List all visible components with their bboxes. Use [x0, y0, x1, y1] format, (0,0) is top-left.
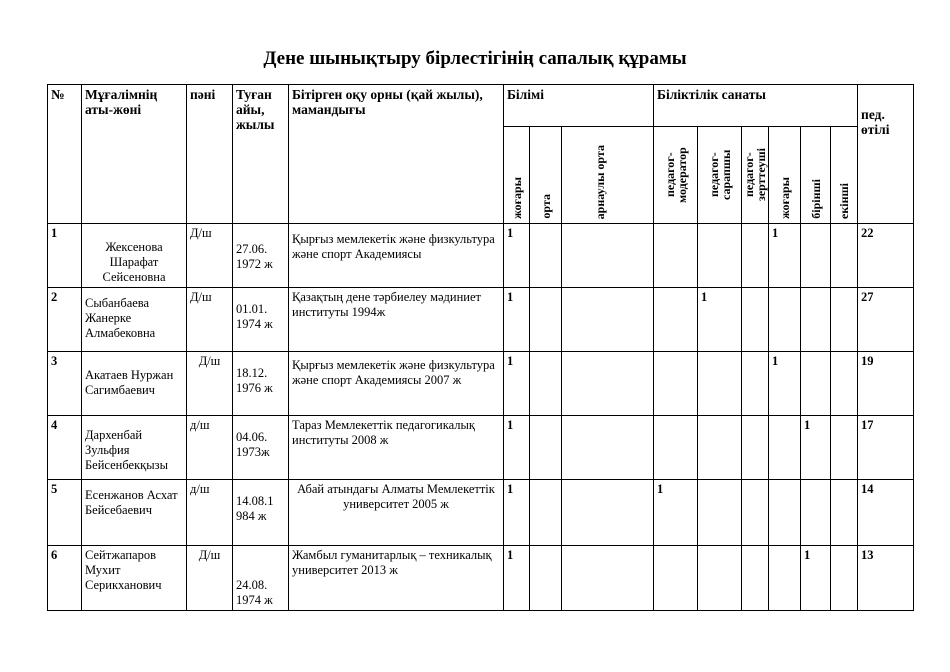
header-birth: Туған айы, жылы	[233, 85, 289, 224]
row-edu-secondary	[530, 352, 562, 416]
row-qual-researcher	[742, 288, 769, 352]
header-row	[48, 85, 914, 127]
row-no: 6	[48, 546, 82, 611]
row-qual-expert	[698, 546, 742, 611]
row-birth: 24.08. 1974 ж	[233, 546, 289, 611]
row-qual-first	[801, 224, 831, 288]
row-edu-higher: 1	[504, 416, 530, 480]
row-qual-higher: 1	[769, 224, 801, 288]
header-ped-experience: пед. өтілі	[858, 85, 914, 224]
row-edu-secondary	[530, 288, 562, 352]
row-no: 5	[48, 480, 82, 546]
row-edu-special	[562, 416, 654, 480]
row-qual-expert	[698, 416, 742, 480]
subheader-qual-second: екінші	[831, 127, 858, 224]
header-education: Білімі	[504, 85, 654, 127]
row-name: Есенжанов Асхат Бейсебаевич	[82, 480, 187, 546]
row-graduated: Қырғыз мемлекетік және физкультура және спорт Академиясы	[289, 224, 504, 288]
row-edu-higher: 1	[504, 546, 530, 611]
table-row	[48, 288, 914, 352]
table-row	[48, 224, 914, 288]
header-no: №	[48, 85, 82, 224]
row-experience: 22	[858, 224, 914, 288]
table-row	[48, 352, 914, 416]
subheader-qual-moderator: педагог-модератор	[654, 127, 698, 224]
row-edu-special	[562, 546, 654, 611]
header-subject: пәні	[187, 85, 233, 224]
row-qual-expert	[698, 352, 742, 416]
row-qual-expert: 1	[698, 288, 742, 352]
row-edu-secondary	[530, 416, 562, 480]
row-qual-researcher	[742, 546, 769, 611]
row-name: Сыбанбаева Жанерке Алмабековна	[82, 288, 187, 352]
row-no: 3	[48, 352, 82, 416]
row-subject: Д/ш	[187, 288, 233, 352]
row-qual-first	[801, 352, 831, 416]
row-qual-moderator: 1	[654, 480, 698, 546]
row-qual-first	[801, 480, 831, 546]
row-birth: 01.01. 1974 ж	[233, 288, 289, 352]
row-graduated: Тараз Мемлекеттік педагогикалық институты 2008 ж	[289, 416, 504, 480]
row-birth: 04.06. 1973ж	[233, 416, 289, 480]
row-birth: 27.06. 1972 ж	[233, 224, 289, 288]
subheader-education-secondary: орта	[530, 127, 562, 224]
subheader-education-special: арнаулы орта	[562, 127, 654, 224]
row-name: Акатаев Нуржан Сагимбаевич	[82, 352, 187, 416]
row-edu-higher: 1	[504, 480, 530, 546]
row-experience: 19	[858, 352, 914, 416]
row-qual-higher	[769, 416, 801, 480]
row-graduated: Қырғыз мемлекетік және физкультура және спорт Академиясы 2007 ж	[289, 352, 504, 416]
row-no: 4	[48, 416, 82, 480]
row-edu-higher: 1	[504, 224, 530, 288]
row-qual-first: 1	[801, 546, 831, 611]
header-name: Мұғалімнің аты-жөні	[82, 85, 187, 224]
row-edu-higher: 1	[504, 288, 530, 352]
row-qual-first: 1	[801, 416, 831, 480]
row-experience: 17	[858, 416, 914, 480]
row-qual-expert	[698, 224, 742, 288]
row-name: Сейтжапаров Мухит Серикханович	[82, 546, 187, 611]
row-qual-first	[801, 288, 831, 352]
subheader-qual-first: бірінші	[801, 127, 831, 224]
row-edu-special	[562, 480, 654, 546]
table-row	[48, 416, 914, 480]
row-experience: 13	[858, 546, 914, 611]
row-qual-higher	[769, 480, 801, 546]
row-qual-higher: 1	[769, 352, 801, 416]
row-qual-moderator	[654, 288, 698, 352]
row-qual-moderator	[654, 416, 698, 480]
row-edu-special	[562, 352, 654, 416]
row-subject: д/ш	[187, 480, 233, 546]
row-name: Дархенбай Зульфия Бейсенбекқызы	[82, 416, 187, 480]
row-qual-second	[831, 480, 858, 546]
row-qual-researcher	[742, 224, 769, 288]
row-qual-researcher	[742, 480, 769, 546]
row-qual-second	[831, 352, 858, 416]
row-edu-secondary	[530, 224, 562, 288]
row-qual-second	[831, 546, 858, 611]
row-subject: д/ш	[187, 416, 233, 480]
subheader-qual-researcher: педагог-зерттеуші	[742, 127, 769, 224]
row-birth: 18.12. 1976 ж	[233, 352, 289, 416]
row-qual-second	[831, 224, 858, 288]
staff-table	[47, 84, 914, 611]
row-graduated: Қазақтың дене тәрбиелеу мәдиниет институты 1994ж	[289, 288, 504, 352]
row-edu-secondary	[530, 480, 562, 546]
table-row	[48, 546, 914, 611]
header-graduated: Бітірген оқу орны (қай жылы), мамандығы	[289, 85, 504, 224]
row-qual-second	[831, 288, 858, 352]
row-qual-expert	[698, 480, 742, 546]
row-qual-higher	[769, 288, 801, 352]
row-qual-researcher	[742, 416, 769, 480]
table-row	[48, 480, 914, 546]
row-qual-second	[831, 416, 858, 480]
row-qual-researcher	[742, 352, 769, 416]
row-birth: 14.08.1 984 ж	[233, 480, 289, 546]
row-no: 1	[48, 224, 82, 288]
row-subject: Д/ш	[187, 546, 233, 611]
row-qual-moderator	[654, 352, 698, 416]
subheader-education-higher: жоғары	[504, 127, 530, 224]
row-subject: Д/ш	[187, 352, 233, 416]
row-edu-secondary	[530, 546, 562, 611]
row-qual-moderator	[654, 546, 698, 611]
row-edu-higher: 1	[504, 352, 530, 416]
subheader-qual-higher: жоғары	[769, 127, 801, 224]
row-edu-special	[562, 288, 654, 352]
subheader-qual-expert: педагог-сарапшы	[698, 127, 742, 224]
row-graduated: Абай атындағы Алматы Мемлекеттік университет 2005 ж	[289, 480, 504, 546]
row-edu-special	[562, 224, 654, 288]
row-name: Жексенова Шарафат Сейсеновна	[82, 224, 187, 288]
row-graduated: Жамбыл гуманитарлық – техникалық университет 2013 ж	[289, 546, 504, 611]
page-title: Дене шынықтыру бірлестігінің сапалық құрамы	[263, 48, 687, 69]
row-subject: Д/ш	[187, 224, 233, 288]
row-experience: 27	[858, 288, 914, 352]
row-qual-moderator	[654, 224, 698, 288]
row-no: 2	[48, 288, 82, 352]
header-qualification: Біліктілік санаты	[654, 85, 858, 127]
row-experience: 14	[858, 480, 914, 546]
row-qual-higher	[769, 546, 801, 611]
